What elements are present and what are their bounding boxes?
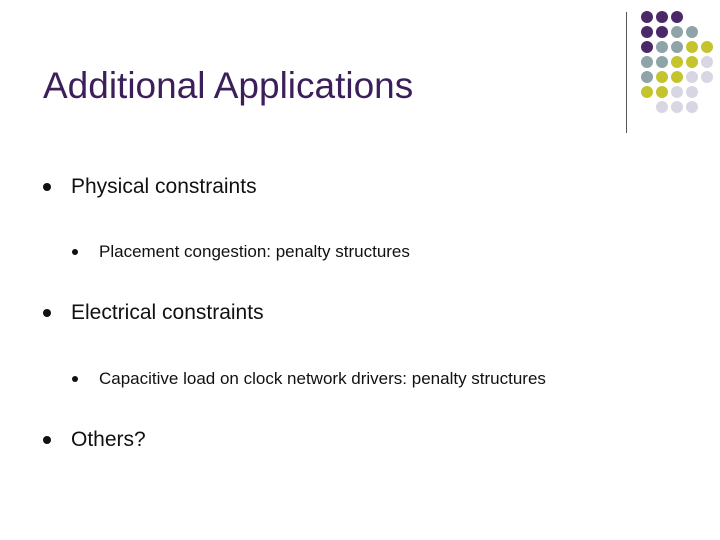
pattern-dot [656, 26, 668, 38]
pattern-dot [641, 56, 653, 68]
bullet-others [71, 427, 146, 453]
pattern-dot [686, 41, 698, 53]
sub-bullet-placement-congestion [99, 241, 410, 263]
bullet-marker [43, 436, 51, 444]
pattern-dot [656, 56, 668, 68]
pattern-dot [671, 41, 683, 53]
pattern-dot [686, 71, 698, 83]
bullet-physical-constraints [71, 174, 257, 200]
pattern-dot [641, 41, 653, 53]
bullet-marker [43, 183, 51, 191]
corner-dot-pattern-icon [641, 11, 720, 121]
pattern-dot [671, 56, 683, 68]
pattern-dot [656, 86, 668, 98]
bullet-text: Others? [71, 428, 146, 451]
pattern-dot [671, 26, 683, 38]
pattern-dot [656, 101, 668, 113]
vertical-divider [626, 12, 627, 133]
sub-bullet-text: Capacitive load on clock network drivers: penalty structures [99, 369, 546, 388]
pattern-dot [656, 41, 668, 53]
pattern-dot [671, 101, 683, 113]
bullet-text: Physical constraints [71, 175, 257, 198]
sub-bullet-capacitive-load [99, 368, 546, 390]
pattern-dot [641, 26, 653, 38]
sub-bullet-text: Placement congestion: penalty structures [99, 242, 410, 261]
pattern-dot [641, 71, 653, 83]
pattern-dot [671, 11, 683, 23]
pattern-dot [641, 11, 653, 23]
sub-bullet-marker [72, 249, 78, 255]
pattern-dot [641, 86, 653, 98]
pattern-dot [671, 86, 683, 98]
pattern-dot [656, 11, 668, 23]
pattern-dot [701, 41, 713, 53]
pattern-dot [656, 71, 668, 83]
pattern-dot [686, 86, 698, 98]
bullet-electrical-constraints [71, 300, 264, 326]
pattern-dot [701, 71, 713, 83]
sub-bullet-marker [72, 376, 78, 382]
bullet-marker [43, 309, 51, 317]
pattern-dot [701, 56, 713, 68]
bullet-text: Electrical constraints [71, 301, 264, 324]
pattern-dot [686, 26, 698, 38]
pattern-dot [671, 71, 683, 83]
pattern-dot [686, 56, 698, 68]
pattern-dot [686, 101, 698, 113]
slide-title: Additional Applications [43, 65, 414, 106]
